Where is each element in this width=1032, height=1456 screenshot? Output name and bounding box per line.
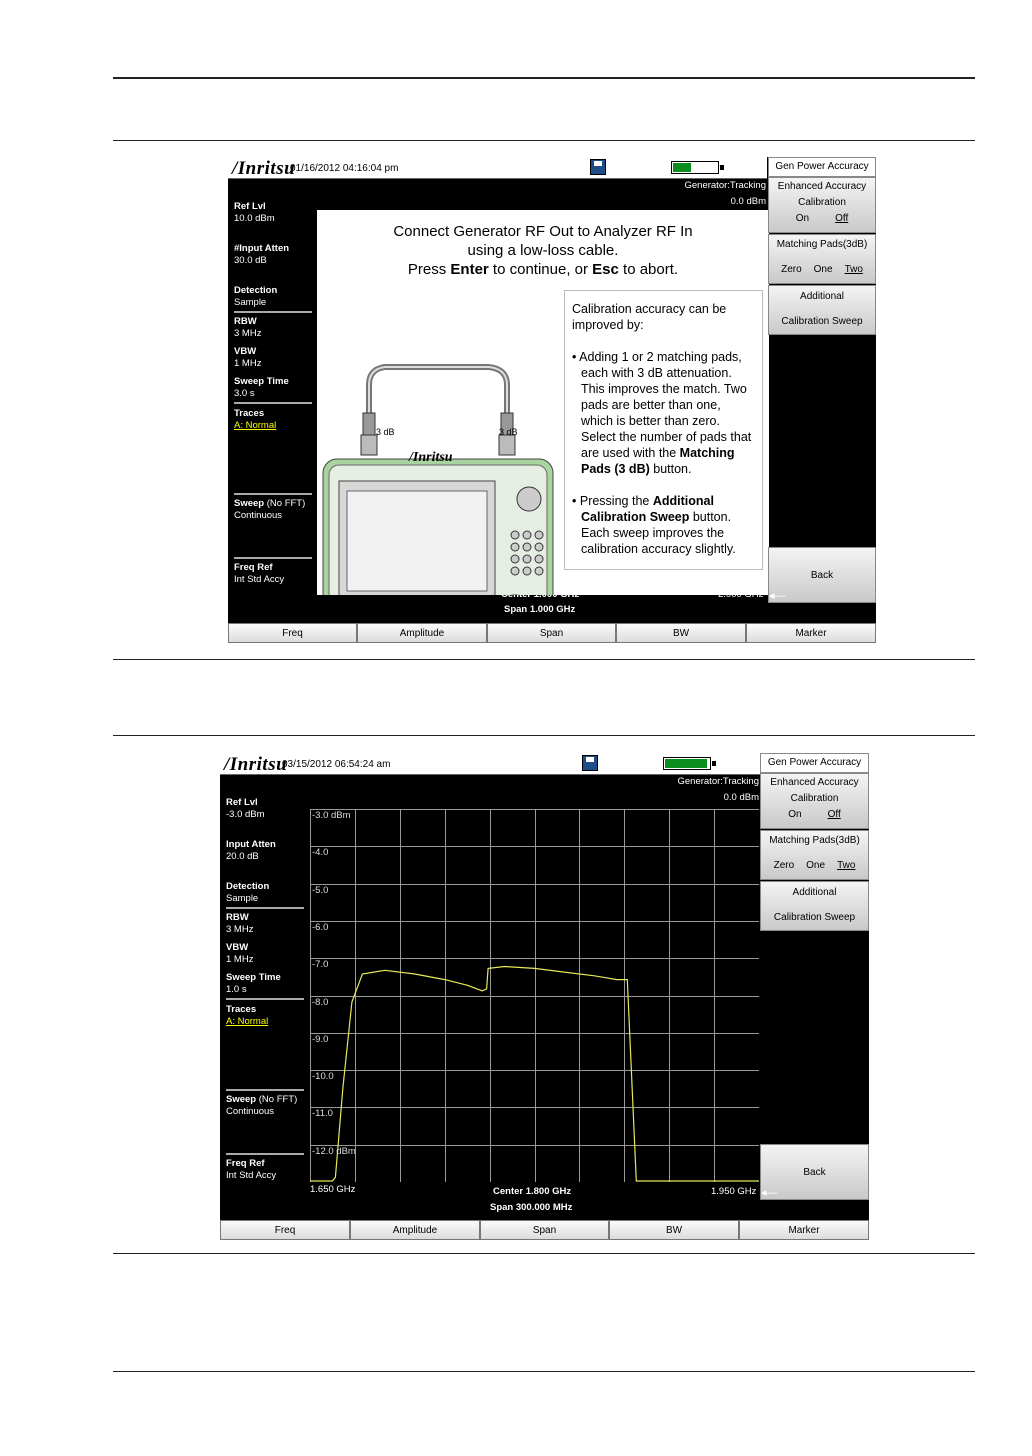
separator <box>234 402 312 404</box>
device-knob <box>517 487 541 511</box>
separator <box>234 557 312 559</box>
generator-level: 0.0 dBm <box>730 196 766 207</box>
separator <box>234 311 312 313</box>
sweep-time: Sweep Time 3.0 s <box>234 376 289 399</box>
freq-tab[interactable]: Freq <box>220 1220 350 1240</box>
vbw: VBW 1 MHz <box>226 942 254 965</box>
matching-pads-button[interactable]: Matching Pads(3dB) Zero One Two <box>768 234 876 284</box>
page-rule-top <box>113 77 975 79</box>
esc-key-label: Esc <box>592 261 619 278</box>
sweep-time: Sweep Time 1.0 s <box>226 972 281 995</box>
y-tick-label: -12.0 dBm <box>312 1146 356 1157</box>
freq-ref: Freq Ref Int Std Accy <box>234 562 285 585</box>
enhanced-accuracy-button[interactable]: Enhanced Accuracy Calibration On Off <box>760 773 869 829</box>
generator-mode: Generator:Tracking <box>677 776 759 787</box>
span-tab[interactable]: Span <box>480 1220 609 1240</box>
rule-fig1-top <box>113 140 975 141</box>
freq-tab[interactable]: Freq <box>228 623 357 643</box>
back-button[interactable]: Back <box>760 1144 869 1200</box>
y-tick-label: -3.0 dBm <box>312 810 351 821</box>
detection: Detection Sample <box>226 881 270 904</box>
dialog-message: Connect Generator RF Out to Analyzer RF In using a low-loss cable. Press Enter to continue, or Esc to abort. <box>393 223 693 278</box>
additional-calibration-sweep-button[interactable]: Additional Calibration Sweep <box>760 881 869 931</box>
pad-left-icon <box>363 413 375 435</box>
save-icon <box>590 159 606 175</box>
left-status-panel <box>234 157 310 643</box>
rule-fig2-bottom <box>113 1253 975 1254</box>
enter-key-label: Enter <box>450 261 489 278</box>
enhanced-accuracy-button[interactable]: Enhanced Accuracy Calibration On Off <box>768 177 876 233</box>
matching-pads-button[interactable]: Matching Pads(3dB) Zero One Two <box>760 830 869 880</box>
spectrum-graph <box>310 809 759 1182</box>
pad-left-label: 3 dB <box>376 427 395 437</box>
rbw: RBW 3 MHz <box>226 912 254 935</box>
start-freq: 1.650 GHz <box>310 1184 356 1195</box>
separator <box>226 907 304 909</box>
arrow-left-icon: ◂— <box>761 1187 778 1199</box>
center-freq: Center 1.800 GHz <box>493 1186 572 1197</box>
calibration-info-box: Calibration accuracy can be improved by: • Adding 1 or 2 matching pads, each with 3 dB attenuation. This improves the match. Two pads are better than one, which is better than zero. Select the number of pads that are used with the Matching Pads (3 dB) button. • Pressing the Additional Calibration Sweep button. Each sweep improves the calibration accuracy slightly. <box>564 290 763 570</box>
separator <box>226 998 304 1000</box>
arrow-left-icon: ◂— <box>769 590 786 602</box>
separator <box>226 1153 304 1155</box>
connection-diagram <box>317 295 562 595</box>
trace-a-link[interactable]: A: Normal <box>226 1016 269 1027</box>
trace-a-link[interactable]: A: Normal <box>234 420 277 431</box>
sweep-mode: Sweep (No FFT) Continuous <box>234 498 306 521</box>
rbw: RBW 3 MHz <box>234 316 262 339</box>
amplitude-tab[interactable]: Amplitude <box>350 1220 480 1240</box>
bw-tab[interactable]: BW <box>609 1220 739 1240</box>
y-tick-label: -5.0 <box>312 885 329 896</box>
trace-a-line <box>310 967 759 1182</box>
span: Span 300.000 MHz <box>490 1202 573 1213</box>
cable <box>369 367 507 425</box>
y-tick-label: -10.0 <box>312 1071 334 1082</box>
datetime: 01/16/2012 04:16:04 pm <box>290 163 399 174</box>
y-tick-label: -7.0 <box>312 959 329 970</box>
back-button[interactable]: Back <box>768 547 876 603</box>
additional-calibration-sweep-button[interactable]: Additional Calibration Sweep <box>768 285 876 335</box>
left-status-panel <box>226 753 302 1240</box>
page-rule-bottom <box>113 1371 975 1372</box>
bw-tab[interactable]: BW <box>616 623 746 643</box>
amplitude-tab[interactable]: Amplitude <box>357 623 487 643</box>
rule-fig1-bottom <box>113 659 975 660</box>
traces: Traces A: Normal <box>226 1004 304 1028</box>
separator <box>234 493 312 495</box>
vbw: VBW 1 MHz <box>234 346 262 369</box>
screenshot-spectrum-trace <box>220 753 869 1240</box>
device-brand: /Inritsu <box>409 450 453 465</box>
datetime: 03/15/2012 06:54:24 am <box>282 759 391 770</box>
anritsu-logo: /Inritsu <box>224 754 288 775</box>
marker-tab[interactable]: Marker <box>739 1220 869 1240</box>
y-tick-label: -9.0 <box>312 1034 329 1045</box>
generator-status <box>685 178 767 210</box>
device-screen <box>347 491 487 591</box>
span-tab[interactable]: Span <box>487 623 616 643</box>
generator-level: 0.0 dBm <box>723 792 759 803</box>
menu-title: Gen Power Accuracy <box>760 753 869 773</box>
stop-freq: 1.950 GHz <box>711 1186 757 1197</box>
input-atten: Input Atten 20.0 dB <box>226 839 276 862</box>
calibration-dialog <box>317 210 769 595</box>
span: Span 1.000 GHz <box>504 604 576 615</box>
ref-lvl: Ref Lvl 10.0 dBm <box>234 201 275 224</box>
sweep-mode: Sweep (No FFT) Continuous <box>226 1094 298 1117</box>
y-tick-label: -6.0 <box>312 922 329 933</box>
marker-tab[interactable]: Marker <box>746 623 876 643</box>
ref-lvl: Ref Lvl -3.0 dBm <box>226 797 265 820</box>
y-tick-label: -4.0 <box>312 847 329 858</box>
detection: Detection Sample <box>234 285 278 308</box>
freq-ref: Freq Ref Int Std Accy <box>226 1158 277 1181</box>
traces: Traces A: Normal <box>234 408 312 432</box>
anritsu-logo: /Inritsu <box>232 158 296 179</box>
input-atten: #Input Atten 30.0 dB <box>234 243 290 266</box>
generator-mode: Generator:Tracking <box>684 180 766 191</box>
y-tick-label: -8.0 <box>312 997 329 1008</box>
screenshot-calibration-dialog <box>228 157 876 643</box>
rule-fig2-top <box>113 735 975 736</box>
save-icon <box>582 755 598 771</box>
menu-title: Gen Power Accuracy <box>768 157 876 177</box>
pad-right-label: 3 dB <box>499 427 518 437</box>
spectrum-plot <box>310 809 759 1182</box>
battery-icon <box>663 757 711 770</box>
separator <box>226 1089 304 1091</box>
y-tick-label: -11.0 <box>312 1108 333 1119</box>
generator-status <box>678 774 760 806</box>
battery-icon <box>671 161 719 174</box>
